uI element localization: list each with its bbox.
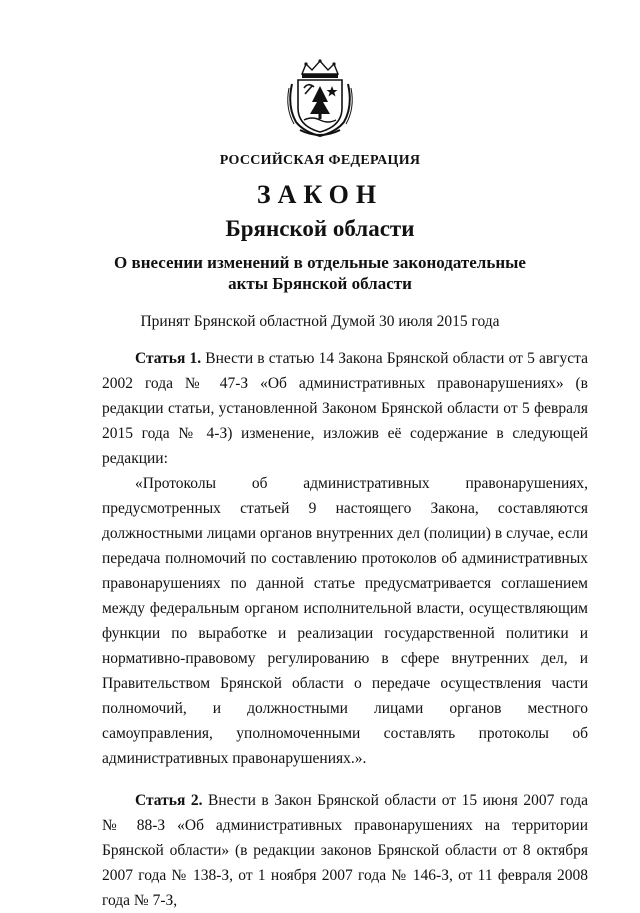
article-1-quote: «Протоколы об административных правонарушениях, предусмотренных статьей 9 настоящего Закона, составляются должностными лицами органов внутренних дел (полиции) в случае, если передача полномочий по составлению протоколов об административных правонарушениях по данной статье предусматривается соглашением между федеральным органом исполнительной власти, осуществляющим функции по выработке и реализации государственной политики и нормативно-правовому регулированию в сфере внутренних дел, и Правительством Брянской области о передаче осуществления части полномочий, и должностными лицами органов местного самоуправления, уполномоченными составлять протоколы об административных правонарушениях.». bbox=[102, 475, 588, 767]
article-2-text: Внести в Закон Брянской области от 15 июня 2007 года № 88-З «Об административных правонарушениях на территории Брянской области» (в редакции законов Брянской области от 8 октября 2007 года № 138-З, от 1 ноября 2007 года № 146-З, от 11 февраля 2008 года № 7-З, bbox=[102, 792, 588, 909]
article-1-text: Внести в статью 14 Закона Брянской области от 5 августа 2002 года № 47-З «Об административных правонарушениях» (в редакции статьи, установленной Законом Брянской области от 5 февраля 2015 года № 4-З) изменение, изложив её содержание в следующей редакции: bbox=[102, 350, 589, 467]
article-1-paragraph bbox=[102, 346, 588, 471]
adoption-note: Принят Брянской областной Думой 30 июля 2015 года bbox=[140, 313, 500, 330]
article-2-label: Статья 2. bbox=[135, 792, 203, 809]
article-1-label: Статья 1. bbox=[135, 350, 202, 367]
region-heading: Брянской области bbox=[225, 216, 415, 241]
document-body bbox=[102, 346, 588, 913]
document-type-heading: ЗАКОН bbox=[256, 180, 384, 209]
article-2-paragraph bbox=[102, 788, 588, 913]
country-heading: РОССИЙСКАЯ ФЕДЕРАЦИЯ bbox=[219, 153, 421, 168]
coat-of-arms-icon bbox=[284, 58, 356, 140]
document-title: О внесении изменений в отдельные законодательные акты Брянской области bbox=[114, 253, 526, 293]
